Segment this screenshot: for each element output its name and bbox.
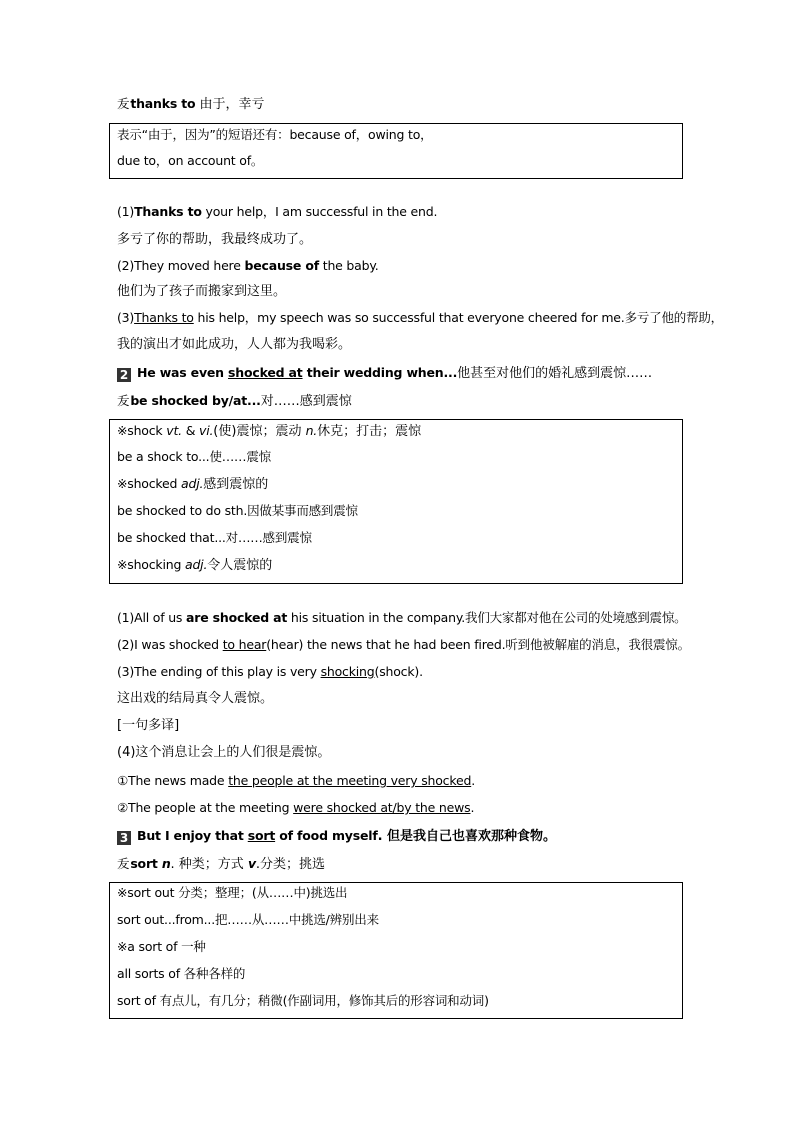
section-number-badge: 3 [117, 831, 131, 845]
phrase-marker-icon: 叐 [117, 856, 130, 871]
phrase-header-thanks-to: 叐thanks to 由于，幸亏 [117, 96, 265, 112]
note-box-thanks-to [109, 123, 683, 179]
phrase-header-be-shocked: 叐be shocked by/at...对……感到震惊 [117, 393, 352, 409]
note-box-sort [109, 882, 683, 1019]
example-3: (3)Thanks to his help，my speech was so successful that everyone cheered for me.多亏了他的帮助， [117, 310, 723, 325]
phrase-marker-icon: 叐 [117, 393, 130, 408]
note-line: 表示“由于，因为”的短语还有：because of，owing to， [117, 127, 433, 142]
example-2: (2)They moved here because of the baby. [117, 258, 379, 273]
section-3-title: 3 But I enjoy that sort of food myself. 但是我自己也喜欢那种食物。 [117, 828, 556, 845]
phrase-marker-icon: 叐 [117, 96, 130, 111]
note-line: be a shock to...使……震惊 [117, 449, 271, 464]
example-3-translation: 我的演出才如此成功，人人都为我喝彩。 [117, 337, 352, 352]
example-2-translation: 他们为了孩子而搬家到这里。 [117, 284, 287, 299]
note-line: ※shocked adj.感到震惊的 [117, 476, 269, 492]
note-line: ※shocking adj.令人震惊的 [117, 557, 273, 573]
note-line: ※sort out 分类；整理；(从……中)挑选出 [117, 885, 348, 900]
example-4-prompt: (4)这个消息让会上的人们很是震惊。 [117, 745, 331, 760]
answer-1: ①The news made the people at the meeting very shocked. [117, 773, 475, 788]
multi-translation-label: [一句多译] [117, 718, 180, 733]
note-line: sort out...from...把……从……中挑选/辨别出来 [117, 912, 379, 927]
note-line: be shocked to do sth.因做某事而感到震惊 [117, 503, 358, 518]
example-3: (3)The ending of this play is very shocking(shock). [117, 664, 423, 679]
example-3-translation: 这出戏的结局真令人震惊。 [117, 691, 274, 706]
answer-2: ②The people at the meeting were shocked at/by the news. [117, 800, 475, 815]
example-1-translation: 多亏了你的帮助，我最终成功了。 [117, 232, 313, 247]
note-box-shock [109, 419, 683, 584]
note-line: due to，on account of。 [117, 153, 264, 168]
note-line: be shocked that...对……感到震惊 [117, 530, 312, 545]
example-1: (1)All of us are shocked at his situation in the company.我们大家都对他在公司的处境感到震惊。 [117, 610, 687, 625]
note-line: ※shock vt. & vi.(使)震惊；震动 n.休克；打击；震惊 [117, 423, 422, 439]
phrase-header-sort: 叐sort n. 种类；方式 v.分类；挑选 [117, 856, 326, 872]
section-2-title: 2 He was even shocked at their wedding when...他甚至对他们的婚礼感到震惊…… [117, 365, 652, 382]
section-number-badge: 2 [117, 368, 131, 382]
note-line: all sorts of 各种各样的 [117, 966, 246, 981]
example-2: (2)I was shocked to hear(hear) the news that he had been fired.听到他被解雇的消息，我很震惊。 [117, 637, 690, 652]
note-line: sort of 有点儿，有几分；稍微(作副词用，修饰其后的形容词和动词) [117, 993, 489, 1008]
example-1: (1)Thanks to your help，I am successful in the end. [117, 204, 438, 219]
note-line: ※a sort of 一种 [117, 939, 206, 954]
